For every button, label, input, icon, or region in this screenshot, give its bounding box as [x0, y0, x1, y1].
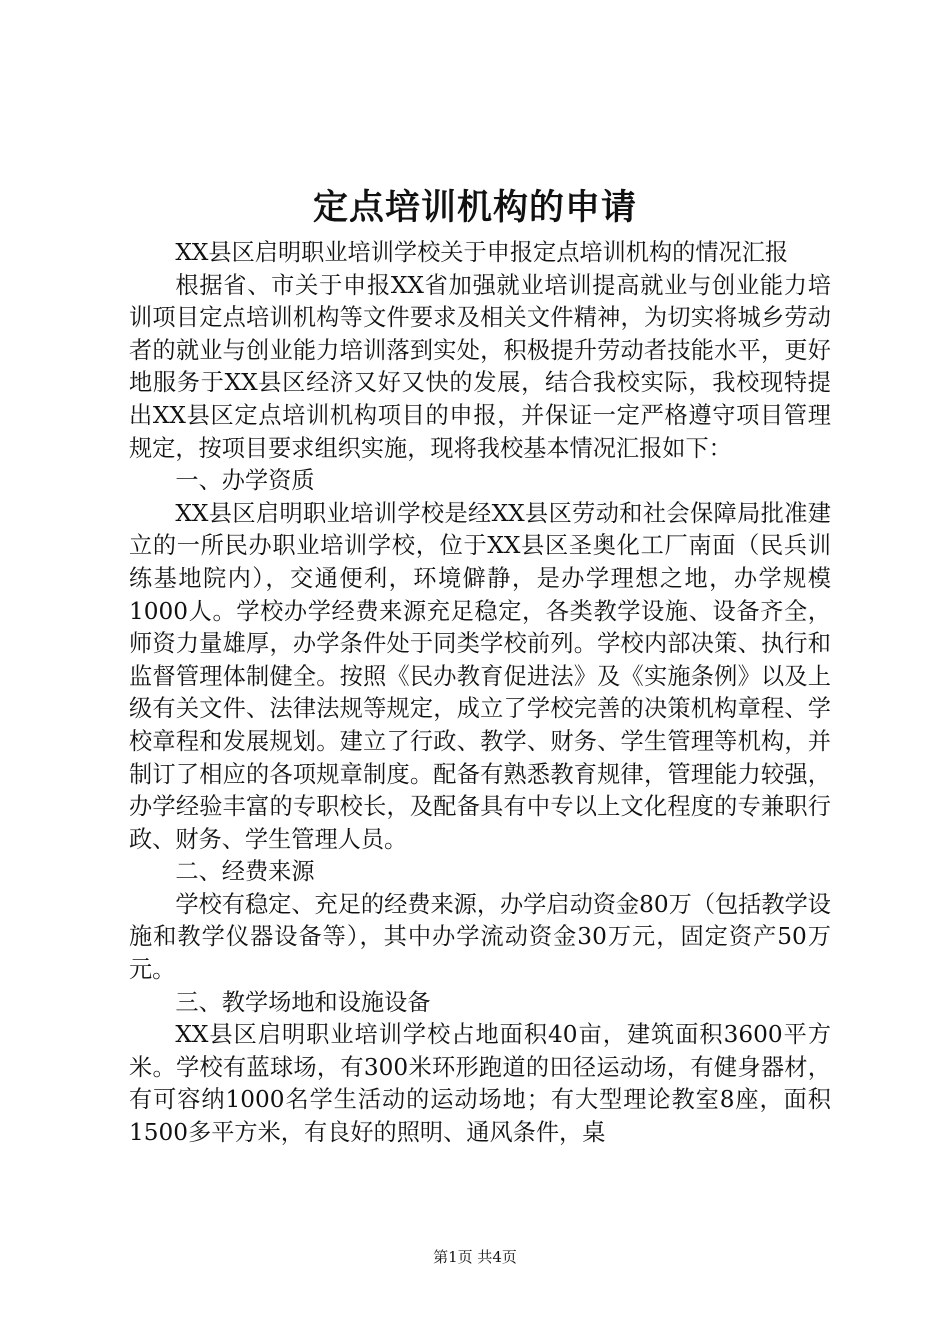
- report-heading-paragraph: XX县区启明职业培训学校关于申报定点培训机构的情况汇报: [175, 239, 789, 266]
- facilities-paragraph: XX县区启明职业培训学校占地面积40亩，建筑面积3600平方米。学校有蓝球场，有300米环形跑道的田径运动场，有健身器材，有可容纳1000名学生活动的运动场地；有大型理论教室8座，面积1500多平方米，有良好的照明、通风条件，桌: [129, 1021, 831, 1147]
- section-heading-qualification: 一、办学资质: [175, 467, 315, 495]
- intro-paragraph: 根据省、市关于申报XX省加强就业培训提高就业与创业能力培训项目定点培训机构等文件要求及相关文件精神，为切实将城乡劳动者的就业与创业能力培训落到实处，积极提升劳动者技能水平，更好地服务于XX县区经济又好又快的发展，结合我校实际，我校现特提出XX县区定点培训机构项目的申报，并保证一定严格遵守项目管理规定，按项目要求组织实施，现将我校基本情况汇报如下：: [129, 271, 831, 462]
- document-title: 定点培训机构的申请: [312, 188, 637, 228]
- funding-paragraph: 学校有稳定、充足的经费来源，办学启动资金80万（包括教学设施和教学仪器设备等），其中办学流动资金30万元，固定资产50万元。: [129, 890, 831, 984]
- section-heading-facilities: 三、教学场地和设施设备: [175, 988, 431, 1016]
- section-heading-funding: 二、经费来源: [175, 858, 315, 886]
- page-number-footer: 第1页 共4页: [433, 1248, 517, 1266]
- document-body: [129, 237, 831, 1150]
- qualification-paragraph: XX县区启明职业培训学校是经XX县区劳动和社会保障局批准建立的一所民办职业培训学校，位于XX县区圣奥化工厂南面（民兵训练基地院内），交通便利，环境僻静，是办学理想之地，办学规模1000人。学校办学经费来源充足稳定，各类教学设施、设备齐全，师资力量雄厚，办学条件处于同类学校前列。学校内部决策、执行和监督管理体制健全。按照《民办教育促进法》及《实施条例》以及上级有关文件、法律法规等规定，成立了学校完善的决策机构章程、学校章程和发展规划。建立了行政、教学、财务、学生管理等机构，并制订了相应的各项规章制度。配备有熟悉教育规律，管理能力较强，办学经验丰富的专职校长，及配备具有中专以上文化程度的专兼职行政、财务、学生管理人员。: [129, 499, 831, 853]
